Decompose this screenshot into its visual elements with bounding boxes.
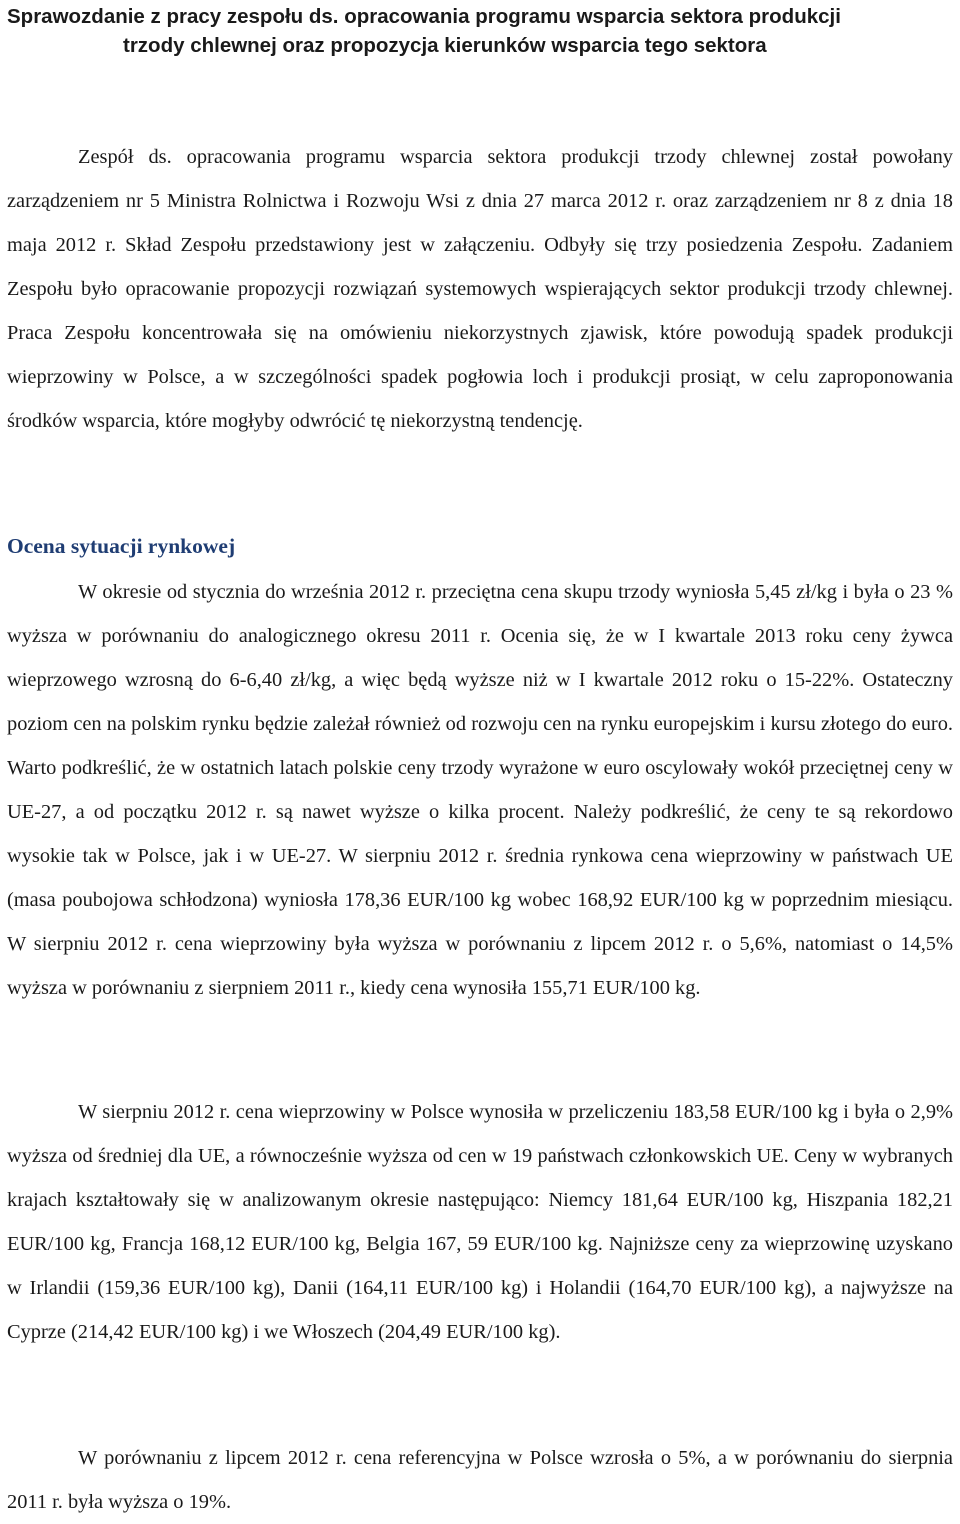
document-title-line-1: Sprawozdanie z pracy zespołu ds. opracowania programu wsparcia sektora produkcji [7,5,841,28]
section-heading-market-situation: Ocena sytuacji rynkowej [7,534,236,558]
market-paragraph-poland-prices: W sierpniu 2012 r. cena wieprzowiny w Polsce wynosiła w przeliczeniu 183,58 EUR/100 kg i była o 2,9% wyższa od średniej dla UE, a równocześnie wyższa od cen w 19 państwach członkowskich UE. Ceny w wybranych krajach kształtowały się w analizowanym okresie następująco: Niemcy 181,64 EUR/100 kg, Hiszpania 182,21 EUR/100 kg, Francja 168,12 EUR/100 kg, Belgia 167, 59 EUR/100 kg. Najniższe ceny za wieprzowinę uzyskano w Irlandii (159,36 EUR/100 kg), Danii (164,11 EUR/100 kg) i Holandii (164,70 EUR/100 kg), a najwyższe na Cyprze (214,42 EUR/100 kg) i we Włoszech (204,49 EUR/100 kg). [7,1101,953,1343]
market-paragraph-prices: W okresie od stycznia do września 2012 r. przeciętna cena skupu trzody wyniosła 5,45 zł/kg i była o 23 % wyższa w porównaniu do analogicznego okresu 2011 r. Ocenia się, że w I kwartale 2013 roku ceny żywca wieprzowego wzrosną do 6-6,40 zł/kg, a więc będą wyższe niż w I kwartale 2012 roku o 15-22%. Ostateczny poziom cen na polskim rynku będzie zależał również od rozwoju cen na rynku europejskim i kursu złotego do euro. Warto podkreślić, że w ostatnich latach polskie ceny trzody wyrażone w euro oscylowały wokół przeciętnej ceny w UE-27, a od początku 2012 r. są nawet wyższe o kilka procent. Należy podkreślić, że ceny te są rekordowo wysokie tak w Polsce, jak i w UE-27. W sierpniu 2012 r. średnia rynkowa cena wieprzowiny w państwach UE (masa poubojowa schłodzona) wyniosła 178,36 EUR/100 kg wobec 168,92 EUR/100 kg w poprzednim miesiącu. W sierpniu 2012 r. cena wieprzowiny była wyższa w porównaniu z lipcem 2012 r. o 5,6%, natomiast o 14,5% wyższa w porównaniu z sierpniem 2011 r., kiedy cena wynosiła 155,71 EUR/100 kg. [7,581,953,999]
intro-paragraph: Zespół ds. opracowania programu wsparcia sektora produkcji trzody chlewnej został powołany zarządzeniem nr 5 Ministra Rolnictwa i Rozwoju Wsi z dnia 27 marca 2012 r. oraz zarządzeniem nr 8 z dnia 18 maja 2012 r. Skład Zespołu przedstawiony jest w załączeniu. Odbyły się trzy posiedzenia Zespołu. Zadaniem Zespołu było opracowanie propozycji rozwiązań systemowych wspierających sektor produkcji trzody chlewnej. Praca Zespołu koncentrowała się na omówieniu niekorzystnych zjawisk, które powodują spadek produkcji wieprzowiny w Polsce, a w szczególności spadek pogłowia loch i produkcji prosiąt, w celu zaproponowania środków wsparcia, które mogłyby odwrócić tę niekorzystną tendencję. [7,146,953,432]
document-title-line-2: trzody chlewnej oraz propozycja kierunków wsparcia tego sektora [123,34,767,57]
document-title [7,2,953,60]
market-paragraph-reference-price: W porównaniu z lipcem 2012 r. cena referencyjna w Polsce wzrosła o 5%, a w porównaniu do sierpnia 2011 r. była wyższa o 19%. [7,1447,953,1513]
